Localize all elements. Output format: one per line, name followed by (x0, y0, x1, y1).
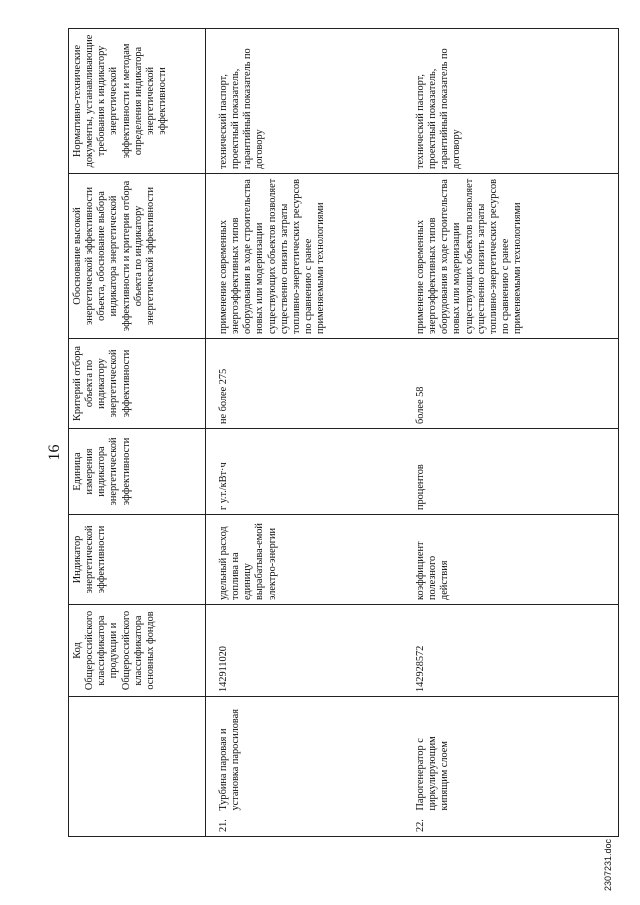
row-indicator: удельный расход топлива на единицу вырабатыва-емой электро-энергии (206, 515, 402, 605)
header-code: Код Общероссийского классификатора продукции и Общероссийского классификатора основных фондов (69, 605, 206, 697)
energy-efficiency-table (68, 28, 619, 837)
table-row (401, 29, 619, 837)
row-code: 142911020 (206, 605, 402, 697)
row-justification: применение современных энергоэффективных типов оборудования в ходе строительства новых или модернизации существующих объектов позволяет существенно снизить затраты топливно-энергетических ресурсов по сравнению с ранее применяемыми технологиями (206, 174, 402, 339)
row-object-name: Турбина паровая и установка паросиловая (206, 697, 402, 815)
row-unit: г у.т./кВт·ч (206, 429, 402, 515)
header-row (69, 29, 206, 837)
row-indicator: коэффициент полезного действия (401, 515, 619, 605)
header-unit: Единица измерения индикатора энергетической эффективности (69, 429, 206, 515)
header-criterion: Критерий отбора объекта по индикатору энергетической эффективности (69, 339, 206, 429)
row-unit: процентов (401, 429, 619, 515)
row-justification: применение современных энергоэффективных типов оборудования в ходе строительства новых или модернизации существующих объектов позволяет существенно снизить затраты топливно-энергетических ресурсов по сравнению с ранее применяемыми технологиями (401, 174, 619, 339)
header-justification: Обоснование высокой энергетической эффективности объекта, обоснование выбора индикатора энергетической эффективности и критерия отбора объекта по индикатору энергетической эффективности (69, 174, 206, 339)
row-object-name: Парогенератор с циркулирующим кипящим слоем (401, 697, 619, 815)
header-name (69, 697, 206, 815)
table-row (206, 29, 402, 837)
header-num (69, 815, 206, 837)
row-code: 142928572 (401, 605, 619, 697)
page-number: 16 (46, 444, 63, 461)
row-docs: технический паспорт, проектный показатель, гарантийный показатель по договору (401, 29, 619, 174)
row-docs: технический паспорт, проектный показатель, гарантийный показатель по договору (206, 29, 402, 174)
row-criterion: не более 275 (206, 339, 402, 429)
row-number: 21. (206, 815, 402, 837)
header-docs: Нормативно-технические документы, устанавливающие требования к индикатору энергетической эффективности и методам определения индикатора энергетической эффективности (69, 29, 206, 174)
row-criterion: более 58 (401, 339, 619, 429)
document-footer: 2307231.doc (603, 838, 613, 891)
row-number: 22. (401, 815, 619, 837)
header-indicator: Индикатор энергетической эффективности (69, 515, 206, 605)
